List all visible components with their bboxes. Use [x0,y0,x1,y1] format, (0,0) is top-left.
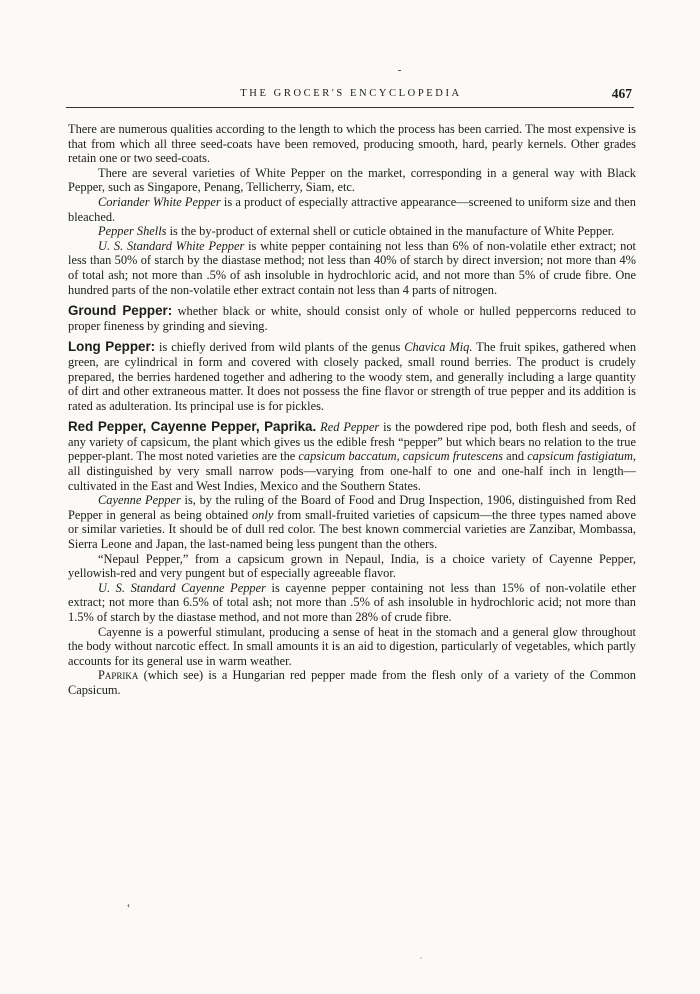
paragraph-p2 [68,166,636,195]
paragraph-p7 [68,340,636,413]
text-run: from small-fruited varieties of capsicum—the three types named above or similar varieties. It should be of dull red color. The best known commercial varieties are Zanzibar, Mombassa, Sierra Leone and Japan, the last-named being less pungent than the others. [68,507,636,552]
top-tick-mark [398,70,401,71]
italic-term: Pepper Shells [98,224,167,239]
paragraph-p11 [68,581,636,625]
text-run: is a product of especially attractive appearance—screened to uniform size and then bleached. [68,194,637,224]
header-rule [66,107,634,108]
text-run: is white pepper containing not less than 6% of non-volatile ether extract; not less than 50% of starch by the diastase method; not less than 40% of starch by direct inversion; not more than 4% of total ash; not more than .5% of ash insoluble in hydrochloric acid, and not more than 5% of crude fibre. One hundred parts of the non-volatile ether extract contain not less than 4 parts of nitrogen. [68,238,636,297]
text-run: (which see) is a Hungarian red pepper made from the flesh only of a variety of the Common Capsicum. [68,668,636,697]
paragraph-p8 [68,420,636,493]
italic-term: Chavica Miq. [404,340,473,355]
italic-term: Cayenne Pepper [98,493,181,508]
page-header [68,86,634,106]
paragraph-p3 [68,195,636,224]
text-run: is cayenne pepper containing not less than 15% of non-volatile ether extract; not more than 6.5% of total ash; not more than .5% of ash insoluble in hydrochloric acid; not more than 1.5% of starch by the diastase method, and not more than 28% of crude fibre. [68,580,636,624]
page-body [68,122,636,698]
italic-term: U. S. Standard White Pepper [98,238,245,253]
text-run: is the powdered ripe pod, both flesh and seeds, of any variety of capsicum, the plant which gives us the edible fresh “pepper” but which bears no relation to the true pepper-plant. The most noted varieties are the [68,420,636,464]
italic-term: capsicum fastigiatum, [527,449,636,464]
paragraph-p1 [68,122,636,166]
text-run: Cayenne is a powerful stimulant, producing a sense of heat in the stomach and a general glow throughout the body without narcotic effect. In small amounts it is an aid to digestion, particularly of vegetables, which partly accounts for its general use in warm weather. [68,624,636,668]
text-run: is, by the ruling of the Board of Food and Drug Inspection, 1906, distinguished from Red Pepper in general as being obtained [68,493,636,522]
entry-headword: Ground Pepper: [68,303,173,319]
text-run: The fruit spikes, gathered when green, are cylindrical in form and covered with closely packed, small round berries. The product is crudely prepared, the berries hardened together and adhering to the woody stem, and generally including a large quantity of dirt and other extraneous matter. It does not possess the fine flavor or strength of true pepper and its addition is rated as adulteration. Its principal use is for pickles. [68,340,637,413]
text-run: and [502,449,528,464]
page-number: 467 [611,86,632,101]
text-run: is chiefly derived from wild plants of the genus [155,340,405,355]
italic-term: Coriander White Pepper [98,194,221,209]
stray-mark: ‹ [127,900,130,910]
paragraph-p5 [68,239,636,297]
paragraph-p6 [68,304,636,333]
italic-term: Red Pepper [320,420,380,435]
entry-headword: Red Pepper, Cayenne Pepper, Paprika. [68,419,317,435]
paragraph-p9 [68,493,636,551]
text-run: all distinguished by very small narrow pods—varying from one-half to one and one-half inch in length—cultivated in the East and West Indies, Mexico and the Southern States. [68,464,636,493]
entry-headword: Long Pepper: [68,339,156,355]
italic-term: only [251,507,274,522]
italic-term: capsicum baccatum, capsicum frutescens [298,449,503,464]
text-run: There are numerous qualities according to the length to which the process has been carried. The most expensive is that from which all three seed-coats have been removed, producing smooth, hard, pearly kernels. Other grades retain one or two seed-coats. [68,122,636,166]
text-run: “Nepaul Pepper,” from a capsicum grown in Nepaul, India, is a choice variety of Cayenne Pepper, yellowish-red and very pungent but of especially agreeable flavor. [68,551,636,581]
paper-speck [420,957,422,959]
running-head: THE GROCER'S ENCYCLOPEDIA [240,88,462,99]
text-run: is the by-product of external shell or cuticle obtained in the manufacture of White Pepper. [166,224,615,239]
text-run: whether black or white, should consist only of whole or hulled peppercorns reduced to proper fineness by grinding and sieving. [68,304,636,333]
paragraph-p13 [68,668,636,697]
paragraph-p10 [68,552,636,581]
italic-term: U. S. Standard Cayenne Pepper [98,580,266,595]
text-run: There are several varieties of White Pepper on the market, corresponding in a general way with Black Pepper, such as Singapore, Penang, Tellicherry, Siam, etc. [68,165,636,195]
paragraph-p4 [68,224,636,239]
paragraph-p12 [68,625,636,669]
cross-reference-term: Paprika [98,668,139,683]
